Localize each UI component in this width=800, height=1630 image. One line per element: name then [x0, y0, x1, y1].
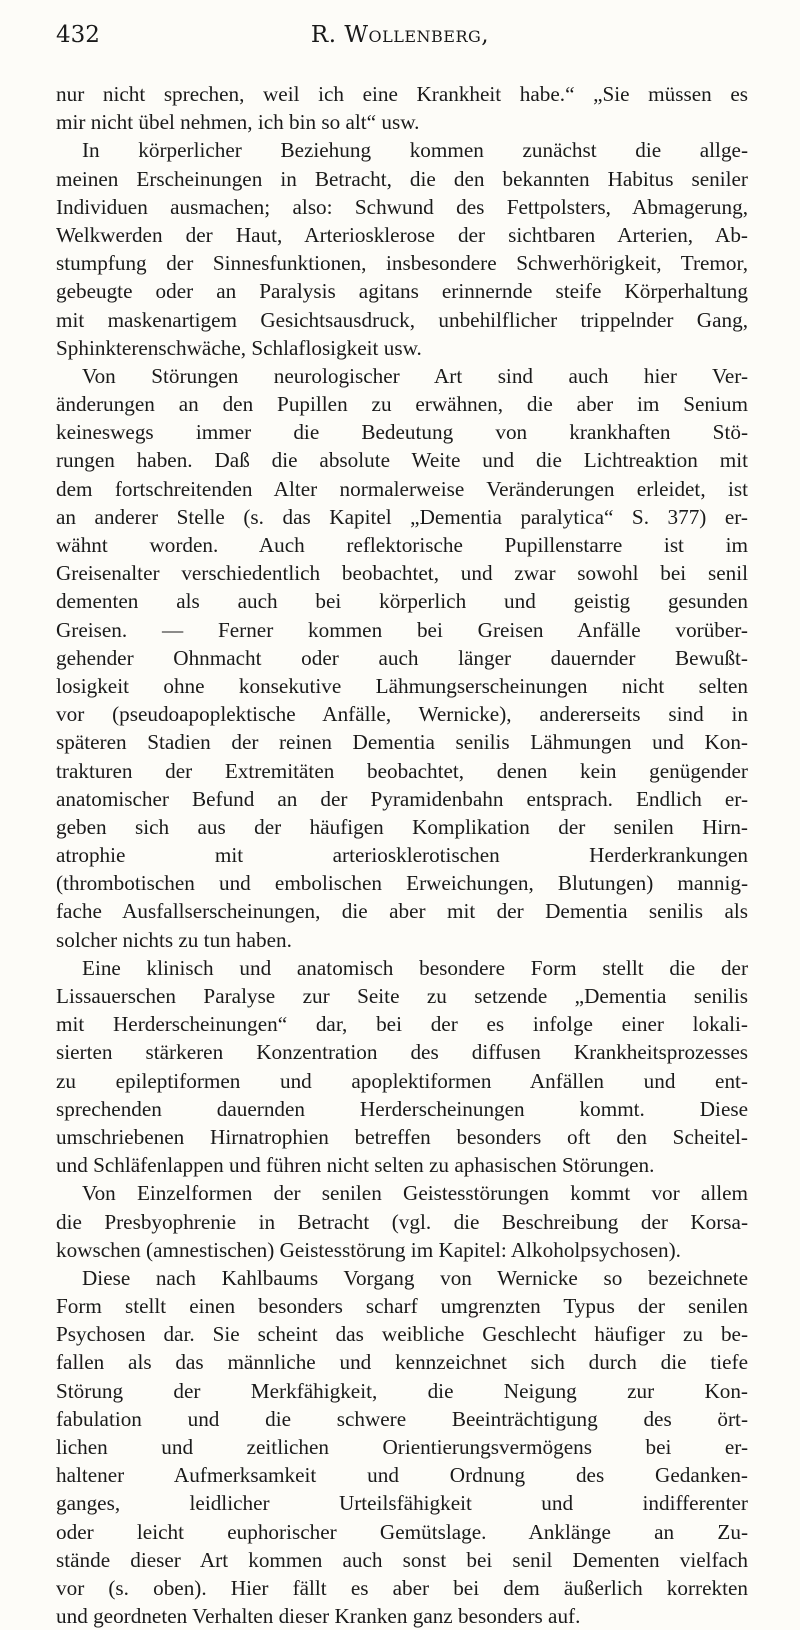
text-line: Lissauerschen Paralyse zur Seite zu setzende „Dementia senilis	[56, 984, 748, 1008]
text-line: kowschen (amnestischen) Geistesstörung im Kapitel: Alkoholpsychosen).	[56, 1237, 681, 1262]
text-line: und geordneten Verhalten dieser Kranken ganz besonders auf.	[56, 1604, 581, 1629]
text-line: sprechenden dauernden Herderscheinungen kommt. Diese	[56, 1096, 748, 1121]
text-line: In körperlicher Beziehung kommen zunächst die allge-	[82, 138, 748, 163]
page-number: 432	[56, 22, 100, 48]
text-line: die Presbyophrenie in Betracht (vgl. die Beschreibung der Korsa-	[56, 1209, 748, 1234]
text-line: Diese nach Kahlbaums Vorgang von Wernicke so bezeichnete	[82, 1265, 748, 1290]
text-line: lichen und zeitlichen Orientierungsvermögens bei er-	[56, 1435, 748, 1459]
text-line: und Schläfenlappen und führen nicht selten zu aphasischen Störungen.	[56, 1153, 655, 1178]
text-line: Individuen ausmachen; also: Schwund des Fettpolsters, Abmagerung,	[56, 194, 748, 219]
text-line: Psychosen dar. Sie scheint das weibliche Geschlecht häufiger zu be-	[56, 1322, 748, 1347]
text-line: dementen als auch bei körperlich und geistig gesunden	[56, 589, 748, 614]
text-line: Sphinkterenschwäche, Schlaflosigkeit usw.	[56, 335, 422, 360]
text-line: änderungen an den Pupillen zu erwähnen, die aber im Senium	[56, 392, 748, 417]
text-line: oder leicht euphorischer Gemütslage. Anklänge an Zu-	[56, 1519, 748, 1544]
text-line: anatomischer Befund an der Pyramidenbahn entsprach. Endlich er-	[56, 786, 748, 811]
text-line: zu epileptiformen und apoplektiformen Anfällen und ent-	[56, 1068, 748, 1093]
text-line: mir nicht übel nehmen, ich bin so alt“ usw.	[56, 110, 420, 135]
text-line: ganges, leidlicher Urteilsfähigkeit und indifferenter	[56, 1491, 748, 1516]
text-line: keineswegs immer die Bedeutung von krankhaften Stö-	[56, 420, 748, 445]
text-line: Eine klinisch und anatomisch besondere Form stellt die der	[82, 955, 748, 980]
text-line: solcher nichts zu tun haben.	[56, 927, 292, 952]
text-line: gehender Ohnmacht oder auch länger dauernder Bewußt-	[56, 645, 748, 670]
text-line: haltener Aufmerksamkeit und Ordnung des Gedanken-	[56, 1463, 748, 1488]
text-line: wähnt worden. Auch reflektorische Pupillenstarre ist im	[56, 533, 748, 557]
text-line: mit maskenartigem Gesichtsausdruck, unbehilflicher trippelnder Gang,	[56, 307, 748, 332]
text-line: Störung der Merkfähigkeit, die Neigung zur Kon-	[56, 1378, 748, 1403]
text-line: stände dieser Art kommen auch sonst bei senil Dementen vielfach	[56, 1547, 748, 1572]
text-line: nur nicht sprechen, weil ich eine Krankheit habe.“ „Sie müssen es	[56, 82, 748, 106]
text-line: meinen Erscheinungen in Betracht, die den bekannten Habitus seniler	[56, 166, 748, 191]
text-line: geben sich aus der häufigen Komplikation der senilen Hirn-	[56, 814, 748, 839]
text-line: fache Ausfallserscheinungen, die aber mit der Dementia senilis als	[56, 899, 748, 924]
text-line: losigkeit ohne konsekutive Lähmungserscheinungen nicht selten	[56, 673, 748, 698]
text-line: mit Herderscheinungen“ dar, bei der es infolge einer lokali-	[56, 1012, 748, 1037]
text-line: Greisenalter verschiedentlich beobachtet, und zwar sowohl bei senil	[56, 561, 748, 586]
text-line: fabulation und die schwere Beeinträchtigung des ört-	[56, 1406, 748, 1431]
text-line: stumpfung der Sinnesfunktionen, insbesondere Schwerhörigkeit, Tremor,	[56, 251, 748, 276]
page-header	[56, 22, 744, 62]
text-line: vor (pseudoapoplektische Anfälle, Wernicke), andererseits sind in	[56, 702, 748, 727]
text-line: dem fortschreitenden Alter normalerweise Veränderungen erleidet, ist	[56, 476, 748, 501]
text-line: rungen haben. Daß die absolute Weite und die Lichtreaktion mit	[56, 448, 748, 473]
body-text	[56, 80, 748, 1630]
text-line: Von Störungen neurologischer Art sind auch hier Ver-	[82, 363, 748, 388]
text-line: trakturen der Extremitäten beobachtet, denen kein genügender	[56, 758, 748, 783]
text-line: Von Einzelformen der senilen Geistesstörungen kommt vor allem	[82, 1181, 748, 1206]
running-head: R. Wollenberg,	[310, 22, 490, 48]
text-line: gebeugte oder an Paralysis agitans erinnernde steife Körperhaltung	[56, 279, 748, 304]
text-line: atrophie mit arteriosklerotischen Herderkrankungen	[56, 843, 748, 868]
text-line: Welkwerden der Haut, Arteriosklerose der sichtbaren Arterien, Ab-	[56, 222, 748, 247]
text-line: Greisen. — Ferner kommen bei Greisen Anfälle vorüber-	[56, 617, 748, 642]
text-line: fallen als das männliche und kennzeichnet sich durch die tiefe	[56, 1350, 748, 1375]
text-line: vor (s. oben). Hier fällt es aber bei dem äußerlich korrekten	[56, 1575, 748, 1600]
text-line: Form stellt einen besonders scharf umgrenzten Typus der senilen	[56, 1294, 748, 1319]
text-line: an anderer Stelle (s. das Kapitel „Dementia paralytica“ S. 377) er-	[56, 504, 748, 529]
text-line: (thrombotischen und embolischen Erweichungen, Blutungen) mannig-	[56, 871, 748, 896]
text-line: umschriebenen Hirnatrophien betreffen besonders oft den Scheitel-	[56, 1124, 748, 1149]
text-line: späteren Stadien der reinen Dementia senilis Lähmungen und Kon-	[56, 730, 748, 755]
text-line: sierten stärkeren Konzentration des diffusen Krankheitsprozesses	[56, 1040, 748, 1065]
